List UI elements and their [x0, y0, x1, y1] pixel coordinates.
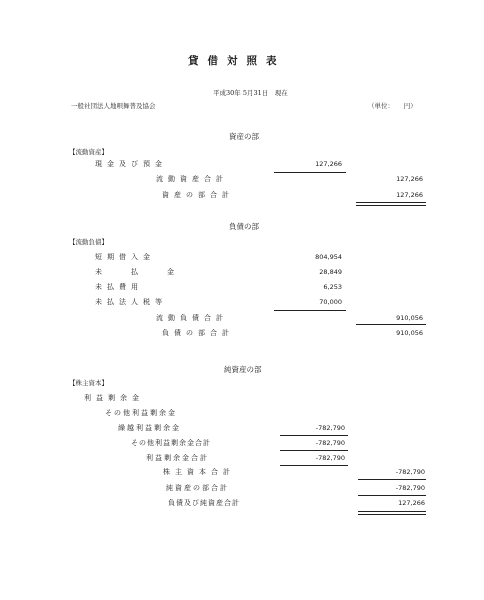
liability-item-value: 70,000 — [319, 298, 342, 306]
liability-item-label: 未払法人税等 — [95, 298, 167, 306]
current-assets-total-label: 流動資産合計 — [156, 175, 228, 183]
carried-forward-value: -782,790 — [315, 424, 345, 432]
current-liabilities-total-label: 流動負債合計 — [156, 314, 228, 322]
liabilities-total-rule — [356, 324, 426, 325]
net-assets-heading: 純資産の部 — [224, 365, 262, 374]
liability-item-label: 未払費用 — [95, 283, 143, 291]
assets-total-value: 127,266 — [396, 191, 423, 199]
document-title: 貸借対照表 — [188, 55, 286, 67]
liability-item-value: 804,954 — [315, 253, 342, 261]
equity-label: 【株主資本】 — [69, 379, 108, 387]
cash-value: 127,266 — [315, 160, 342, 168]
other-retained-total-label: その他利益剰余金合計 — [131, 439, 211, 447]
grand-total-double-rule — [358, 511, 426, 515]
current-liabilities-total-value: 910,056 — [396, 314, 423, 322]
liabilities-total-value: 910,056 — [396, 329, 423, 337]
liabilities-underline — [274, 310, 346, 311]
carried-forward-underline — [280, 435, 348, 436]
current-liabilities-label: 【流動負債】 — [69, 238, 108, 246]
as-of-date: 平成30年 5月31日 現在 — [213, 89, 288, 97]
other-retained-total-underline — [280, 450, 348, 451]
liabilities-heading: 負債の部 — [229, 222, 259, 231]
net-assets-total-value: -782,790 — [395, 484, 425, 492]
retained-earnings-label: 利益剰余金 — [84, 394, 144, 402]
equity-total-label: 株主資本合計 — [163, 468, 235, 476]
other-retained-total-value: -782,790 — [315, 439, 345, 447]
equity-total-value: -782,790 — [395, 468, 425, 476]
organization-name: 一般社団法人地唄舞普及協会 — [71, 102, 156, 110]
current-assets-total-value: 127,266 — [396, 175, 423, 183]
liability-item-label: 短期借入金 — [95, 253, 155, 261]
retained-total-value: -782,790 — [315, 454, 345, 462]
liabilities-total-label: 負債の部合計 — [162, 329, 234, 337]
net-assets-total-label: 純資産の部合計 — [166, 484, 229, 492]
liability-item-value: 28,849 — [319, 268, 342, 276]
liability-item-label: 未 払 金 — [95, 268, 179, 276]
equity-total-underline — [358, 479, 426, 480]
cash-label: 現金及び預金 — [95, 160, 167, 168]
assets-heading: 資産の部 — [229, 132, 259, 141]
retained-total-underline — [280, 465, 348, 466]
grand-total-value: 127,266 — [398, 499, 425, 507]
assets-total-double-rule — [356, 202, 426, 206]
assets-total-label: 資産の部合計 — [162, 191, 234, 199]
grand-total-label: 負債及び純資産合計 — [168, 499, 240, 507]
carried-forward-label: 繰越利益剰余金 — [118, 424, 181, 432]
other-retained-label: その他利益剰余金 — [105, 409, 177, 417]
current-assets-label: 【流動資産】 — [69, 148, 108, 156]
cash-underline — [274, 172, 346, 173]
net-assets-total-underline — [358, 495, 426, 496]
unit-label: （単位： 円） — [368, 102, 417, 110]
retained-total-label: 利益剰余金合計 — [146, 454, 209, 462]
liability-item-value: 6,253 — [323, 283, 342, 291]
